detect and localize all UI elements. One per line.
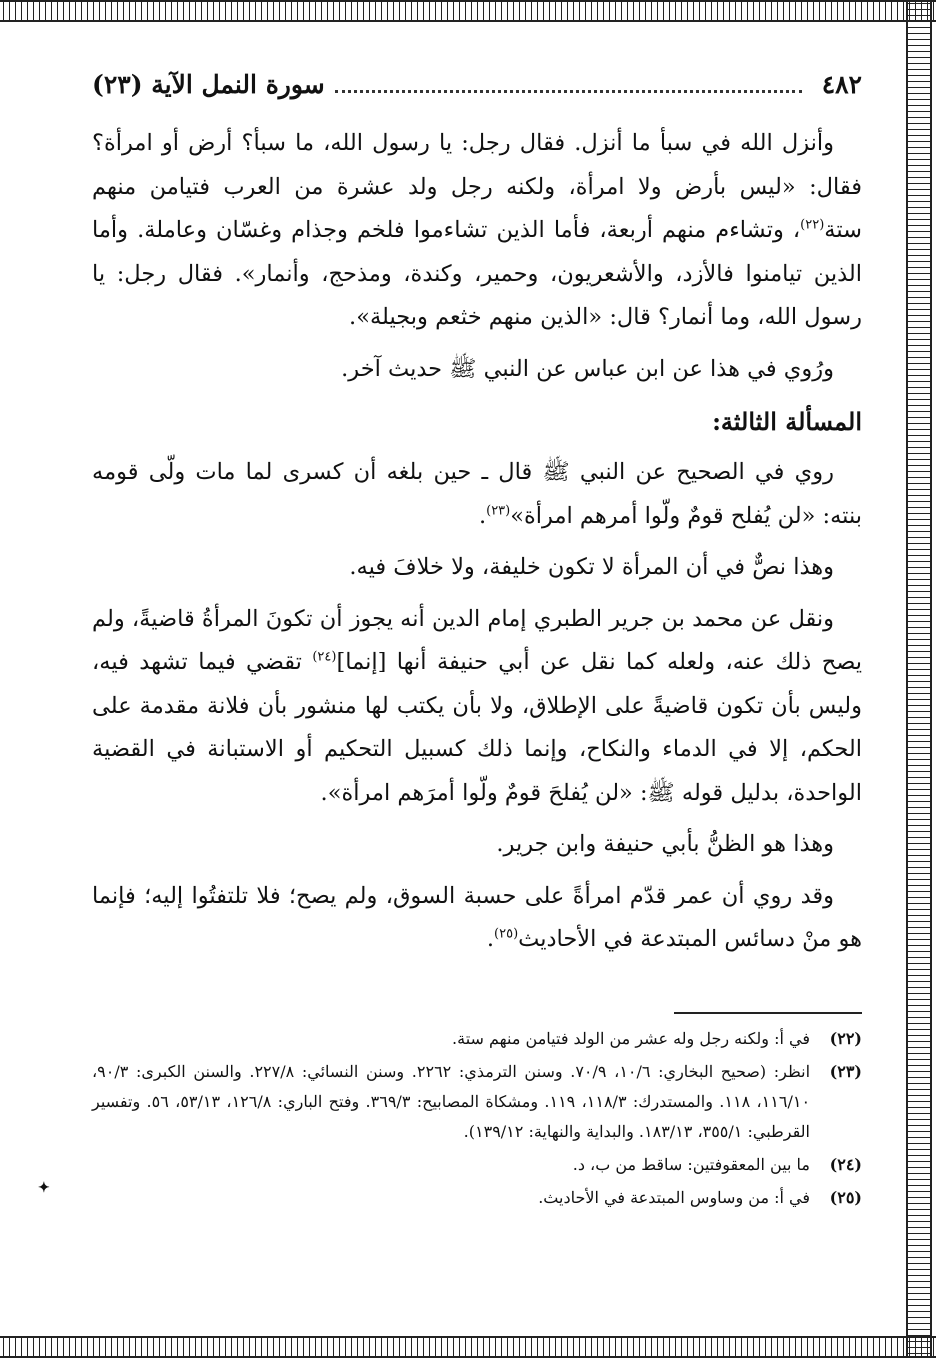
decorative-border-right	[906, 0, 932, 1358]
footnote-text: في أ: من وساوس المبتدعة في الأحاديث.	[538, 1188, 810, 1207]
footnote-ref-25[interactable]: (٢٥)	[494, 926, 519, 942]
footnote-text: في أ: ولكنه رجل وله عشر من الولد فتيامن منهم ستة.	[452, 1029, 810, 1048]
paragraph-1: وأنزل الله في سبأ ما أنزل. فقال رجل: يا رسول الله، ما سبأ؟ أرض أو امرأة؟ فقال: «ليس بأرض ولا امرأة، ولكنه رجل ولد عشرة من العرب فتيامن منهم ستة$^{(٢٢)}$، وتشاءم منهم أربعة، فأما الذين تشاءموا فلخم وجذام وغسّان وعاملة. وأما الذين تيامنوا فالأزد، والأشعريون، وحمير، وكندة، ومذحج، وأنمار». فقال رجل: يا رسول الله، وما أنمار؟ قال: «الذين منهم خثعم وبجيلة».	[92, 130, 862, 330]
paragraph-4: وهذا نصٌّ في أن المرأة لا تكون خليفة، ولا خلافَ فيه.	[349, 554, 834, 580]
footnote-ref-23[interactable]: (٢٣)	[486, 503, 511, 518]
footnote-separator	[674, 1012, 862, 1014]
main-text	[92, 122, 862, 970]
footnote-item	[92, 1024, 862, 1054]
footnote-number: (٢٤)	[829, 1155, 862, 1174]
footnote-text: انظر: (صحيح البخاري: ١٠/٦، ٧٠/٩. وسنن الترمذي: ٢٢٦٢. وسنن النسائي: ٢٢٧/٨. والسنن الكبرى: ٩٠/٣، ١١٦/١٠، ١١٨. والمستدرك: ١١٨/٣، ١١٩. ومشكاة المصابيح: ٣٦٩/٣. وفتح الباري: ١٢٦/٨، ٥٣/١٣، ٥٦. وتفسير القرطبي: ٣٥٥/١، ١٨٣/١٣. والبداية والنهاية: ١٣٩/١٢).	[92, 1062, 811, 1141]
footnote-ref-22[interactable]: (٢٢)	[800, 217, 825, 233]
running-header	[92, 62, 862, 106]
footnote-ref-24[interactable]: (٢٤)	[312, 649, 337, 665]
footnote-item	[92, 1183, 862, 1213]
paragraph-7: وقد روي أن عمر قدّم امرأةً على حسبة السوق، ولم يصح؛ فلا تلتفتُوا إليه؛ فإنما هو منْ دسائس المبتدعة في الأحاديث$^{(٢٥)}$.	[92, 882, 862, 952]
footnote-number: (٢٣)	[829, 1062, 862, 1081]
paragraph-6: وهذا هو الظنُّ بأبي حنيفة وابن جرير.	[496, 831, 834, 857]
footnote-number: (٢٢)	[829, 1029, 862, 1048]
header-leader-dots	[335, 76, 802, 93]
footnote-item	[92, 1057, 862, 1147]
footnote-number: (٢٥)	[829, 1188, 862, 1207]
scan-mark-icon: ✦	[38, 1180, 50, 1196]
footnote-text: ما بين المعقوفتين: ساقط من ب، د.	[572, 1155, 810, 1174]
decorative-border-bottom	[0, 1336, 936, 1358]
paragraph-3: روي في الصحيح عن النبي ﷺ قال ـ حين بلغه أن كسرى لما مات ولّى قومه بنته: «لن يُفلح قومٌ ولّوا أمرهم امرأة»$^{(٢٣)}$.	[92, 459, 862, 529]
footnote-item	[92, 1150, 862, 1180]
paragraph-5: ونقل عن محمد بن جرير الطبري إمام الدين أنه يجوز أن تكونَ المرأةُ قاضيةً، ولم يصح ذلك عنه، ولعله كما نقل عن أبي حنيفة أنها [إنما]$^{(٢٤)}$ تقضي فيما تشهد فيه، وليس بأن تكون قاضيةً على الإطلاق، ولا بأن يكتب لها منشور بأن فلانة مقدمة على الحكم، إلا في الدماء والنكاح، وإنما ذلك كسبيل التحكيم أو الاستبانة في القضية الواحدة، بدليل قوله ﷺ: «لن يُفلحَ قومٌ ولّوا أمرَهم امرأة».	[92, 605, 863, 806]
page-number: ٤٨٢	[821, 69, 862, 99]
footnotes	[92, 1024, 862, 1216]
paragraph-2: ورُوي في هذا عن ابن عباس عن النبي ﷺ حديث آخر.	[341, 355, 834, 382]
decorative-border-top	[0, 0, 936, 22]
running-title: سورة النمل الآية (٢٣)	[92, 69, 325, 99]
section-heading: المسألة الثالثة:	[712, 407, 862, 436]
